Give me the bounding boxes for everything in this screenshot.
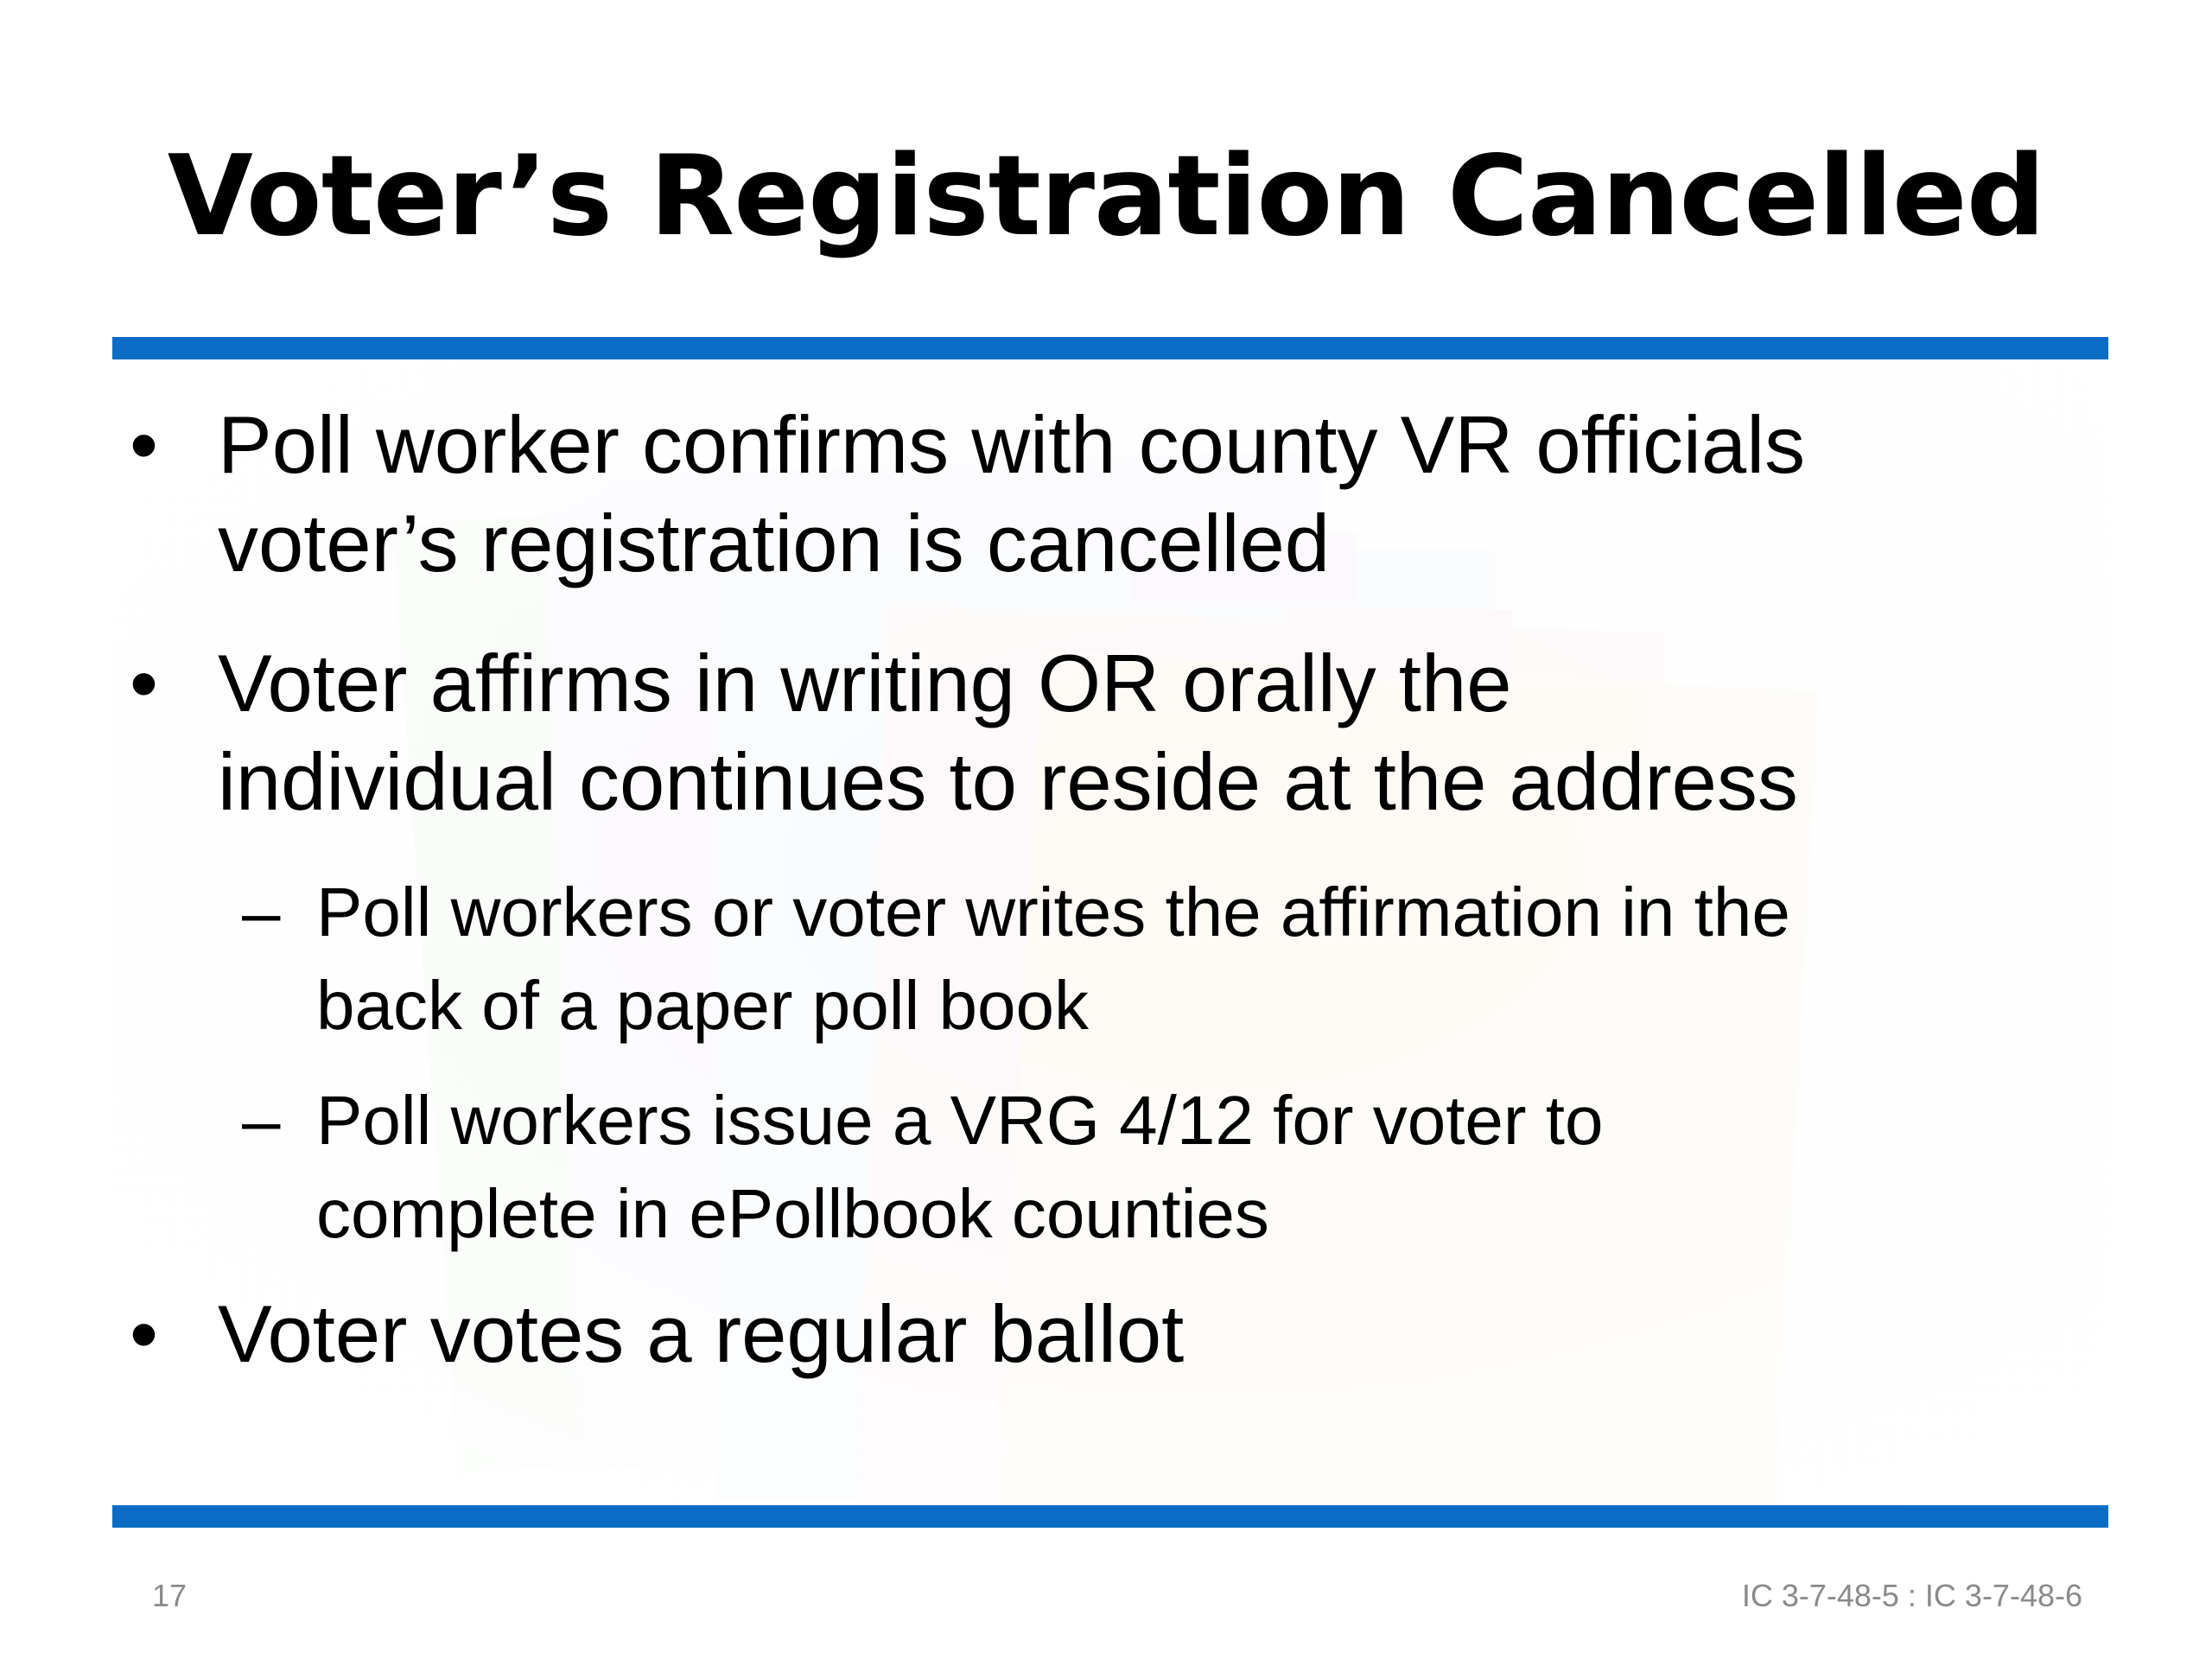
bullet-line: Voter affirms in writing OR orally the xyxy=(218,638,1512,728)
bullet-marker: • xyxy=(130,1288,158,1379)
top-divider xyxy=(112,337,2108,359)
bullet-text xyxy=(218,1285,2171,1383)
bullet-line: voter’s registration is cancelled xyxy=(218,498,1331,588)
bullet-text xyxy=(218,634,2171,831)
sub-bullet-marker: – xyxy=(242,874,281,950)
bullet-text xyxy=(218,396,2171,593)
sub-bullet-text xyxy=(316,866,2131,1052)
bullet-marker: • xyxy=(130,638,158,728)
bullet-line: Voter votes a regular ballot xyxy=(218,1288,1185,1379)
sub-bullet-line: back of a paper poll book xyxy=(316,967,1089,1044)
sub-bullet-line: Poll workers issue a VRG 4/12 for voter to xyxy=(316,1082,1604,1159)
bullet-line: individual continues to reside at the address xyxy=(218,736,1798,827)
bullet-marker: • xyxy=(130,399,158,490)
slide-number: 17 xyxy=(152,1578,188,1613)
bottom-divider xyxy=(112,1505,2108,1528)
citation: IC 3-7-48-5 : IC 3-7-48-6 xyxy=(1741,1578,2082,1613)
sub-bullet-line: complete in ePollbook counties xyxy=(316,1175,1269,1252)
sub-bullet-text xyxy=(316,1074,2131,1261)
slide-title: Voter’s Registration Cancelled xyxy=(167,132,2045,261)
sub-bullet-line: Poll workers or voter writes the affirmation in the xyxy=(316,874,1790,950)
bullet-line: Poll worker confirms with county VR officials xyxy=(218,399,1806,490)
sub-bullet-marker: – xyxy=(242,1082,281,1159)
